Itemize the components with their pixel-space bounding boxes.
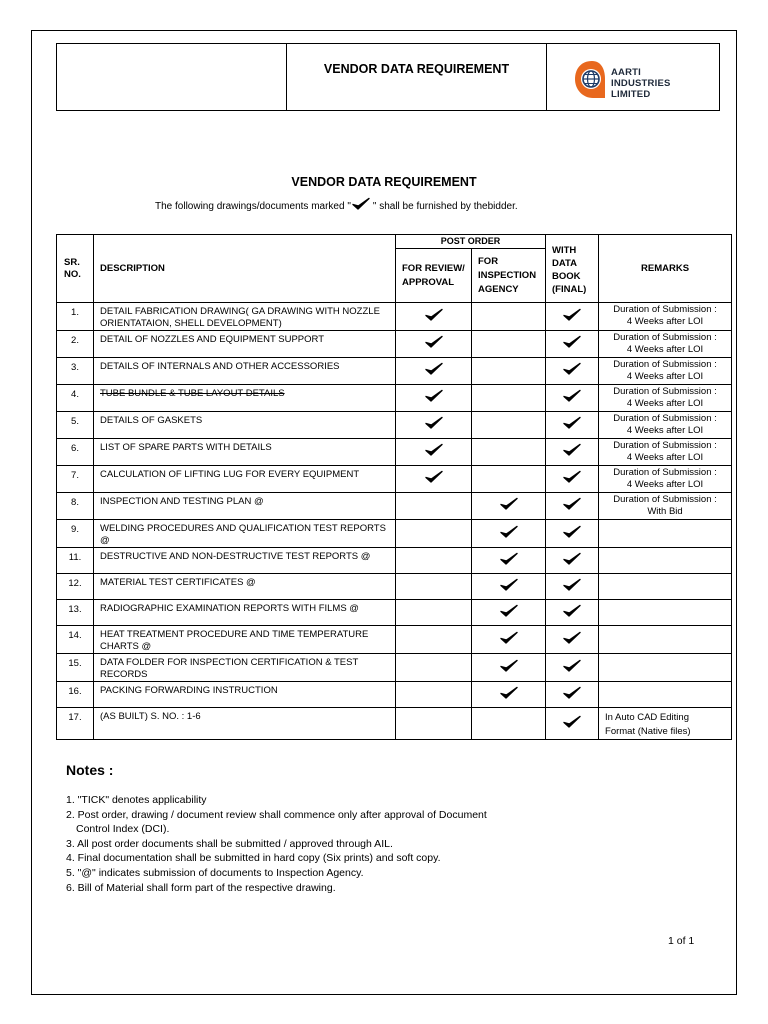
- remarks-line: Duration of Submission :: [613, 467, 717, 478]
- description-cell: PACKING FORWARDING INSTRUCTION: [94, 682, 396, 708]
- tick-icon: [424, 449, 444, 460]
- review-cell: [396, 708, 472, 740]
- remarks-line: 4 Weeks after LOI: [626, 316, 704, 327]
- description-cell: DATA FOLDER FOR INSPECTION CERTIFICATION & TEST RECORDS: [94, 654, 396, 682]
- tick-icon: [424, 395, 444, 406]
- remarks-cell: [599, 385, 732, 412]
- review-cell: [396, 682, 472, 708]
- sr-no-cell: 11.: [57, 548, 94, 574]
- review-cell: [396, 520, 472, 548]
- description-cell: RADIOGRAPHIC EXAMINATION REPORTS WITH FILMS @: [94, 600, 396, 626]
- inspection-cell: [472, 493, 546, 520]
- databook-cell: [546, 385, 599, 412]
- remarks-cell: [599, 708, 732, 740]
- table-row: [57, 493, 732, 520]
- sr-no-cell: 1.: [57, 303, 94, 331]
- review-cell: [396, 385, 472, 412]
- review-cell: [396, 626, 472, 654]
- tick-icon: [499, 503, 519, 514]
- sr-no-cell: 15.: [57, 654, 94, 682]
- sr-no-cell: 16.: [57, 682, 94, 708]
- tick-icon: [562, 584, 582, 595]
- table-row: [57, 385, 732, 412]
- inspection-cell: [472, 466, 546, 493]
- sr-no-cell: 13.: [57, 600, 94, 626]
- table-row: [57, 626, 732, 654]
- tick-icon: [424, 422, 444, 433]
- remarks-line: 4 Weeks after LOI: [626, 425, 704, 436]
- sr-no-cell: 5.: [57, 412, 94, 439]
- tick-icon: [424, 476, 444, 487]
- review-cell: [396, 358, 472, 385]
- inspection-cell: [472, 412, 546, 439]
- remarks-cell: [599, 654, 732, 682]
- tick-icon: [562, 692, 582, 703]
- databook-cell: [546, 574, 599, 600]
- tick-icon: [499, 584, 519, 595]
- review-cell: [396, 303, 472, 331]
- col-header-post-order: POST ORDER: [396, 235, 546, 249]
- col-header-for-review: FOR REVIEW/ APPROVAL: [396, 249, 472, 303]
- table-row: [57, 331, 732, 358]
- description-cell: DESTRUCTIVE AND NON-DESTRUCTIVE TEST REPORTS @: [94, 548, 396, 574]
- remarks-cell: [599, 358, 732, 385]
- description-cell: DETAILS OF GASKETS: [94, 412, 396, 439]
- remarks-line: 4 Weeks after LOI: [626, 479, 704, 490]
- sr-no-cell: 3.: [57, 358, 94, 385]
- remarks-cell: [599, 626, 732, 654]
- logo-wordmark: [611, 67, 671, 100]
- description-cell: DETAILS OF INTERNALS AND OTHER ACCESSORIES: [94, 358, 396, 385]
- description-cell: CALCULATION OF LIFTING LUG FOR EVERY EQUIPMENT: [94, 466, 396, 493]
- tick-icon: [562, 558, 582, 569]
- description-cell: LIST OF SPARE PARTS WITH DETAILS: [94, 439, 396, 466]
- col-header-description: DESCRIPTION: [94, 235, 396, 303]
- tick-icon: [424, 368, 444, 379]
- table-row: [57, 708, 732, 740]
- databook-cell: [546, 682, 599, 708]
- inspection-cell: [472, 574, 546, 600]
- remarks-line: Format (Native files): [605, 726, 691, 737]
- logo-line: INDUSTRIES: [611, 78, 671, 89]
- table-row: [57, 600, 732, 626]
- aarti-logo-icon: [572, 59, 612, 101]
- review-cell: [396, 654, 472, 682]
- tick-icon: [562, 368, 582, 379]
- tick-icon: [499, 665, 519, 676]
- databook-cell: [546, 412, 599, 439]
- table-row: [57, 548, 732, 574]
- review-cell: [396, 466, 472, 493]
- table-row: [57, 466, 732, 493]
- remarks-line: Duration of Submission :: [613, 304, 717, 315]
- inspection-cell: [472, 385, 546, 412]
- tick-icon: [562, 314, 582, 325]
- note-line: 2. Post order, drawing / document review shall commence only after approval of Document: [66, 808, 487, 821]
- databook-cell: [546, 626, 599, 654]
- sr-no-cell: 2.: [57, 331, 94, 358]
- tick-icon: [562, 665, 582, 676]
- table-row: [57, 574, 732, 600]
- review-cell: [396, 574, 472, 600]
- table-row: [57, 303, 732, 331]
- inspection-cell: [472, 708, 546, 740]
- databook-cell: [546, 439, 599, 466]
- inspection-cell: [472, 303, 546, 331]
- remarks-line: Duration of Submission :: [613, 494, 717, 505]
- sr-no-cell: 12.: [57, 574, 94, 600]
- remarks-cell: [599, 520, 732, 548]
- sr-no-cell: 7.: [57, 466, 94, 493]
- page-title: VENDOR DATA REQUIREMENT: [291, 175, 477, 189]
- databook-cell: [546, 331, 599, 358]
- tick-icon: [562, 503, 582, 514]
- remarks-line: Duration of Submission :: [613, 332, 717, 343]
- sr-no-cell: 4.: [57, 385, 94, 412]
- instruction-text-after: " shall be furnished by thebidder.: [372, 201, 518, 212]
- tick-icon: [562, 341, 582, 352]
- tick-icon: [499, 637, 519, 648]
- review-cell: [396, 331, 472, 358]
- databook-cell: [546, 654, 599, 682]
- remarks-cell: [599, 493, 732, 520]
- sr-no-cell: 8.: [57, 493, 94, 520]
- header-divider: [286, 44, 287, 110]
- col-header-remarks: REMARKS: [599, 235, 732, 303]
- document-header: [56, 43, 720, 111]
- description-cell: (AS BUILT) S. NO. : 1-6: [94, 708, 396, 740]
- databook-cell: [546, 520, 599, 548]
- remarks-cell: [599, 548, 732, 574]
- col-header-sr-no: SR. NO.: [57, 235, 94, 303]
- tick-icon: [499, 692, 519, 703]
- tick-icon: [562, 449, 582, 460]
- tick-icon: [351, 197, 373, 211]
- inspection-cell: [472, 520, 546, 548]
- tick-icon: [424, 314, 444, 325]
- inspection-cell: [472, 548, 546, 574]
- tick-icon: [562, 721, 582, 732]
- table-row: [57, 654, 732, 682]
- remarks-cell: [599, 600, 732, 626]
- header-divider: [546, 44, 547, 110]
- col-header-with-data-book: WITH DATA BOOK (FINAL): [546, 235, 599, 303]
- inspection-cell: [472, 358, 546, 385]
- remarks-line: In Auto CAD Editing: [605, 712, 689, 723]
- instruction-text-before: The following drawings/documents marked ": [155, 201, 351, 212]
- remarks-cell: [599, 466, 732, 493]
- description-cell: HEAT TREATMENT PROCEDURE AND TIME TEMPERATURE CHARTS @: [94, 626, 396, 654]
- company-logo: [572, 59, 722, 101]
- tick-icon: [562, 637, 582, 648]
- remarks-cell: [599, 439, 732, 466]
- remarks-line: 4 Weeks after LOI: [626, 398, 704, 409]
- databook-cell: [546, 493, 599, 520]
- remarks-line: Duration of Submission :: [613, 386, 717, 397]
- review-cell: [396, 412, 472, 439]
- tick-icon: [562, 476, 582, 487]
- sr-no-cell: 9.: [57, 520, 94, 548]
- note-line: 4. Final documentation shall be submitted in hard copy (Six prints) and soft copy.: [66, 852, 441, 865]
- databook-cell: [546, 303, 599, 331]
- note-line: 6. Bill of Material shall form part of the respective drawing.: [66, 881, 336, 894]
- sr-no-cell: 6.: [57, 439, 94, 466]
- tick-icon: [499, 558, 519, 569]
- table-row: [57, 520, 732, 548]
- remarks-cell: [599, 412, 732, 439]
- remarks-line: Duration of Submission :: [613, 440, 717, 451]
- note-line: 5. "@" indicates submission of documents to Inspection Agency.: [66, 866, 364, 879]
- vendor-data-table: [56, 234, 732, 740]
- logo-line: AARTI: [611, 67, 642, 78]
- databook-cell: [546, 466, 599, 493]
- sr-no-cell: 14.: [57, 626, 94, 654]
- tick-icon: [562, 395, 582, 406]
- col-header-for-inspection: FOR INSPECTION AGENCY: [472, 249, 546, 303]
- tick-icon: [499, 531, 519, 542]
- note-line: 1. "TICK" denotes applicability: [66, 794, 207, 806]
- remarks-cell: [599, 331, 732, 358]
- description-cell: DETAIL FABRICATION DRAWING( GA DRAWING WITH NOZZLE ORIENTATAION, SHELL DEVELOPMENT): [94, 303, 396, 331]
- databook-cell: [546, 548, 599, 574]
- description-cell: MATERIAL TEST CERTIFICATES @: [94, 574, 396, 600]
- logo-line: LIMITED: [611, 89, 651, 100]
- remarks-line: With Bid: [647, 506, 683, 517]
- remarks-line: 4 Weeks after LOI: [626, 371, 704, 382]
- header-title: VENDOR DATA REQUIREMENT: [323, 62, 510, 76]
- table-row: [57, 439, 732, 466]
- tick-icon: [499, 610, 519, 621]
- notes-list: [66, 793, 487, 895]
- note-line: 3. All post order documents shall be submitted / approved through AIL.: [66, 837, 393, 850]
- description-cell: DETAIL OF NOZZLES AND EQUIPMENT SUPPORT: [94, 331, 396, 358]
- table-row: [57, 358, 732, 385]
- inspection-cell: [472, 682, 546, 708]
- note-line: Control Index (DCI).: [76, 823, 170, 836]
- remarks-cell: [599, 574, 732, 600]
- remarks-cell: [599, 303, 732, 331]
- inspection-cell: [472, 600, 546, 626]
- databook-cell: [546, 358, 599, 385]
- inspection-cell: [472, 626, 546, 654]
- description-cell: WELDING PROCEDURES AND QUALIFICATION TEST REPORTS @: [94, 520, 396, 548]
- remarks-line: Duration of Submission :: [613, 359, 717, 370]
- description-cell: INSPECTION AND TESTING PLAN @: [94, 493, 396, 520]
- review-cell: [396, 439, 472, 466]
- inspection-cell: [472, 654, 546, 682]
- review-cell: [396, 600, 472, 626]
- tick-icon: [562, 531, 582, 542]
- sr-no-cell: 17.: [57, 708, 94, 740]
- tick-icon: [562, 610, 582, 621]
- tick-icon: [424, 341, 444, 352]
- tick-icon: [562, 422, 582, 433]
- remarks-line: Duration of Submission :: [613, 413, 717, 424]
- inspection-cell: [472, 331, 546, 358]
- remarks-cell: [599, 682, 732, 708]
- review-cell: [396, 548, 472, 574]
- table-row: [57, 682, 732, 708]
- databook-cell: [546, 600, 599, 626]
- page-number: 1 of 1: [668, 935, 695, 947]
- notes-title: Notes :: [66, 762, 114, 778]
- instruction-text: [155, 197, 518, 212]
- inspection-cell: [472, 439, 546, 466]
- databook-cell: [546, 708, 599, 740]
- review-cell: [396, 493, 472, 520]
- table-row: [57, 412, 732, 439]
- description-cell: TUBE BUNDLE & TUBE LAYOUT DETAILS: [94, 385, 396, 412]
- remarks-line: 4 Weeks after LOI: [626, 452, 704, 463]
- remarks-line: 4 Weeks after LOI: [626, 344, 704, 355]
